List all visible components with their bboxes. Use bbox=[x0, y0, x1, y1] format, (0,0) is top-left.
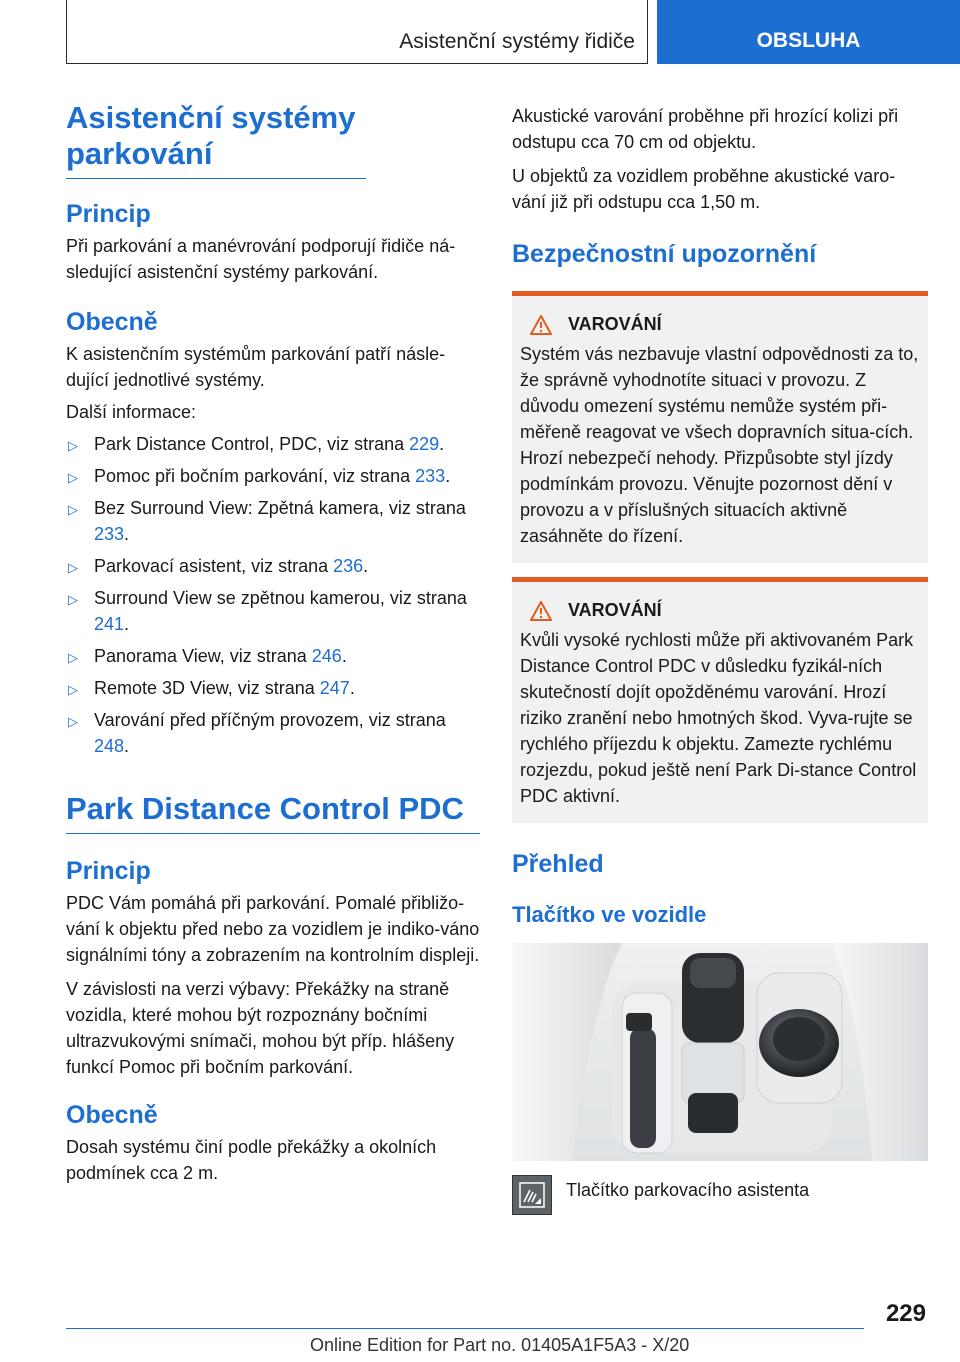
page-link[interactable]: 233 bbox=[94, 524, 125, 544]
list-item: ▷ Panorama View, viz strana 246. bbox=[66, 643, 480, 669]
right-column bbox=[512, 103, 928, 1215]
list-item: ▷ Bez Surround View: Zpětná kamera, viz strana 233. bbox=[68, 498, 466, 544]
warning-label: VAROVÁNÍ bbox=[568, 314, 662, 334]
list-item: ▷ Park Distance Control, PDC, viz strana 229. bbox=[66, 431, 480, 457]
header-box bbox=[66, 0, 648, 64]
warning-box-2 bbox=[512, 577, 928, 823]
heading-safety-notes: Bezpečnostní upozornění bbox=[512, 240, 817, 268]
bullet-triangle-icon: ▷ bbox=[68, 682, 78, 697]
parking-assist-button-icon bbox=[512, 1175, 552, 1215]
footer-divider bbox=[66, 1328, 864, 1329]
heading-obecne-pdc: Obecně bbox=[66, 1101, 158, 1129]
section-heading-pdc: Park Distance Control PDC bbox=[66, 791, 480, 834]
parking-assist-button-row bbox=[512, 1175, 928, 1215]
list-item: ▷ Varování před příčným provozem, viz strana 248. bbox=[68, 710, 446, 756]
warning-text-2: Kvůli vysoké rychlosti může při aktivovaném Park Distance Control PDC v důsledku fyzikál-ních skutečností dojít opožděnému varování. Hrozí riziko zranění nebo hmotných škod. Vyva-rujte se rychlého příjezdu k objektu. Zamezte rychlému rozjezdu, pokud ještě není Park Di-stance Control PDC aktivní. bbox=[520, 630, 917, 806]
edition-note: Online Edition for Part no. 01405A1F5A3 - X/20 bbox=[310, 1335, 690, 1355]
center-console-photo bbox=[512, 943, 928, 1161]
heading-button-in-vehicle: Tlačítko ve vozidle bbox=[512, 902, 707, 927]
list-item: ▷ Remote 3D View, viz strana 247. bbox=[66, 675, 480, 701]
rear-warning-text: U objektů za vozidlem proběhne akustické varo-vání již při odstupu cca 1,50 m. bbox=[512, 166, 896, 212]
system-list bbox=[66, 431, 480, 759]
bullet-triangle-icon: ▷ bbox=[68, 470, 78, 485]
list-item: ▷ Surround View se zpětnou kamerou, viz strana 241. bbox=[68, 588, 467, 634]
section-heading-parking-assist: Asistenční systémy parkování bbox=[66, 100, 366, 179]
page-link[interactable]: 236 bbox=[333, 556, 364, 576]
warning-text-1: Systém vás nezbavuje vlastní odpovědnosti za to, že správně vyhodnotíte situaci v provozu. Z důvodu omezení systému nemůže systém při-měřeně reagovat ve všech dopravních situa-cích. Hrozí nebezpečí nehody. Přizpůsobte styl jízdy podmínkám provozu. Věnujte pozornost dění v provozu a v příslušných situacích aktivně zasáhněte do řízení. bbox=[520, 344, 919, 546]
heading-princip-pdc: Princip bbox=[66, 857, 151, 885]
warning-triangle-icon bbox=[530, 315, 552, 335]
center-console-illustration bbox=[512, 943, 928, 1161]
bullet-triangle-icon: ▷ bbox=[68, 438, 78, 453]
header-section-title: Asistenční systémy řidiče bbox=[399, 30, 635, 53]
warning-label: VAROVÁNÍ bbox=[568, 600, 662, 620]
page-link[interactable]: 233 bbox=[415, 466, 446, 486]
header-chapter-tab: OBSLUHA bbox=[657, 0, 960, 64]
page-link[interactable]: 247 bbox=[319, 678, 350, 698]
obecne-text: K asistenčním systémům parkování patří násle-dující jednotlivé systémy. bbox=[66, 344, 446, 390]
heading-obecne: Obecně bbox=[66, 308, 158, 336]
page-link[interactable]: 246 bbox=[311, 646, 342, 666]
bullet-triangle-icon: ▷ bbox=[68, 592, 78, 607]
bullet-triangle-icon: ▷ bbox=[68, 502, 78, 517]
page-link[interactable]: 248 bbox=[94, 736, 125, 756]
heading-princip: Princip bbox=[66, 200, 151, 228]
list-item: ▷ Pomoc při bočním parkování, viz strana 233. bbox=[66, 463, 480, 489]
acoustic-warning-text: Akustické varování proběhne při hrozící kolizi při odstupu cca 70 cm od objektu. bbox=[512, 106, 899, 152]
princip-text: Při parkování a manévrování podporují řidiče ná-sledující asistenční systémy parkování. bbox=[66, 236, 456, 282]
bullet-triangle-icon: ▷ bbox=[68, 714, 78, 729]
list-item: ▷ Parkovací asistent, viz strana 236. bbox=[66, 553, 480, 579]
pdc-princip-text-1: PDC Vám pomáhá při parkování. Pomalé přibližo-vání k objektu před nebo za vozidlem je indiko-váno signálními tóny a zobrazením na kontrolním displeji. bbox=[66, 893, 480, 965]
more-info-label: Další informace: bbox=[66, 402, 197, 422]
bullet-triangle-icon: ▷ bbox=[68, 650, 78, 665]
pdc-princip-text-2: V závislosti na verzi výbavy: Překážky na straně vozidla, které mohou být rozpoznány bočními ultrazvukovými snímači, mohou být příp. hlášeny funkcí Pomoc při bočním parkování. bbox=[66, 979, 455, 1077]
bullet-triangle-icon: ▷ bbox=[68, 560, 78, 575]
parking-assist-button-caption: Tlačítko parkovacího asistenta bbox=[566, 1180, 810, 1200]
warning-box-1 bbox=[512, 291, 928, 563]
page-number: 229 bbox=[885, 1300, 926, 1327]
page-link[interactable]: 229 bbox=[409, 434, 440, 454]
pdc-obecne-text: Dosah systému činí podle překážky a okolních podmínek cca 2 m. bbox=[66, 1137, 437, 1183]
page-link[interactable]: 241 bbox=[94, 614, 125, 634]
left-column bbox=[66, 100, 480, 1186]
warning-triangle-icon bbox=[530, 601, 552, 621]
heading-prehled: Přehled bbox=[512, 850, 604, 878]
